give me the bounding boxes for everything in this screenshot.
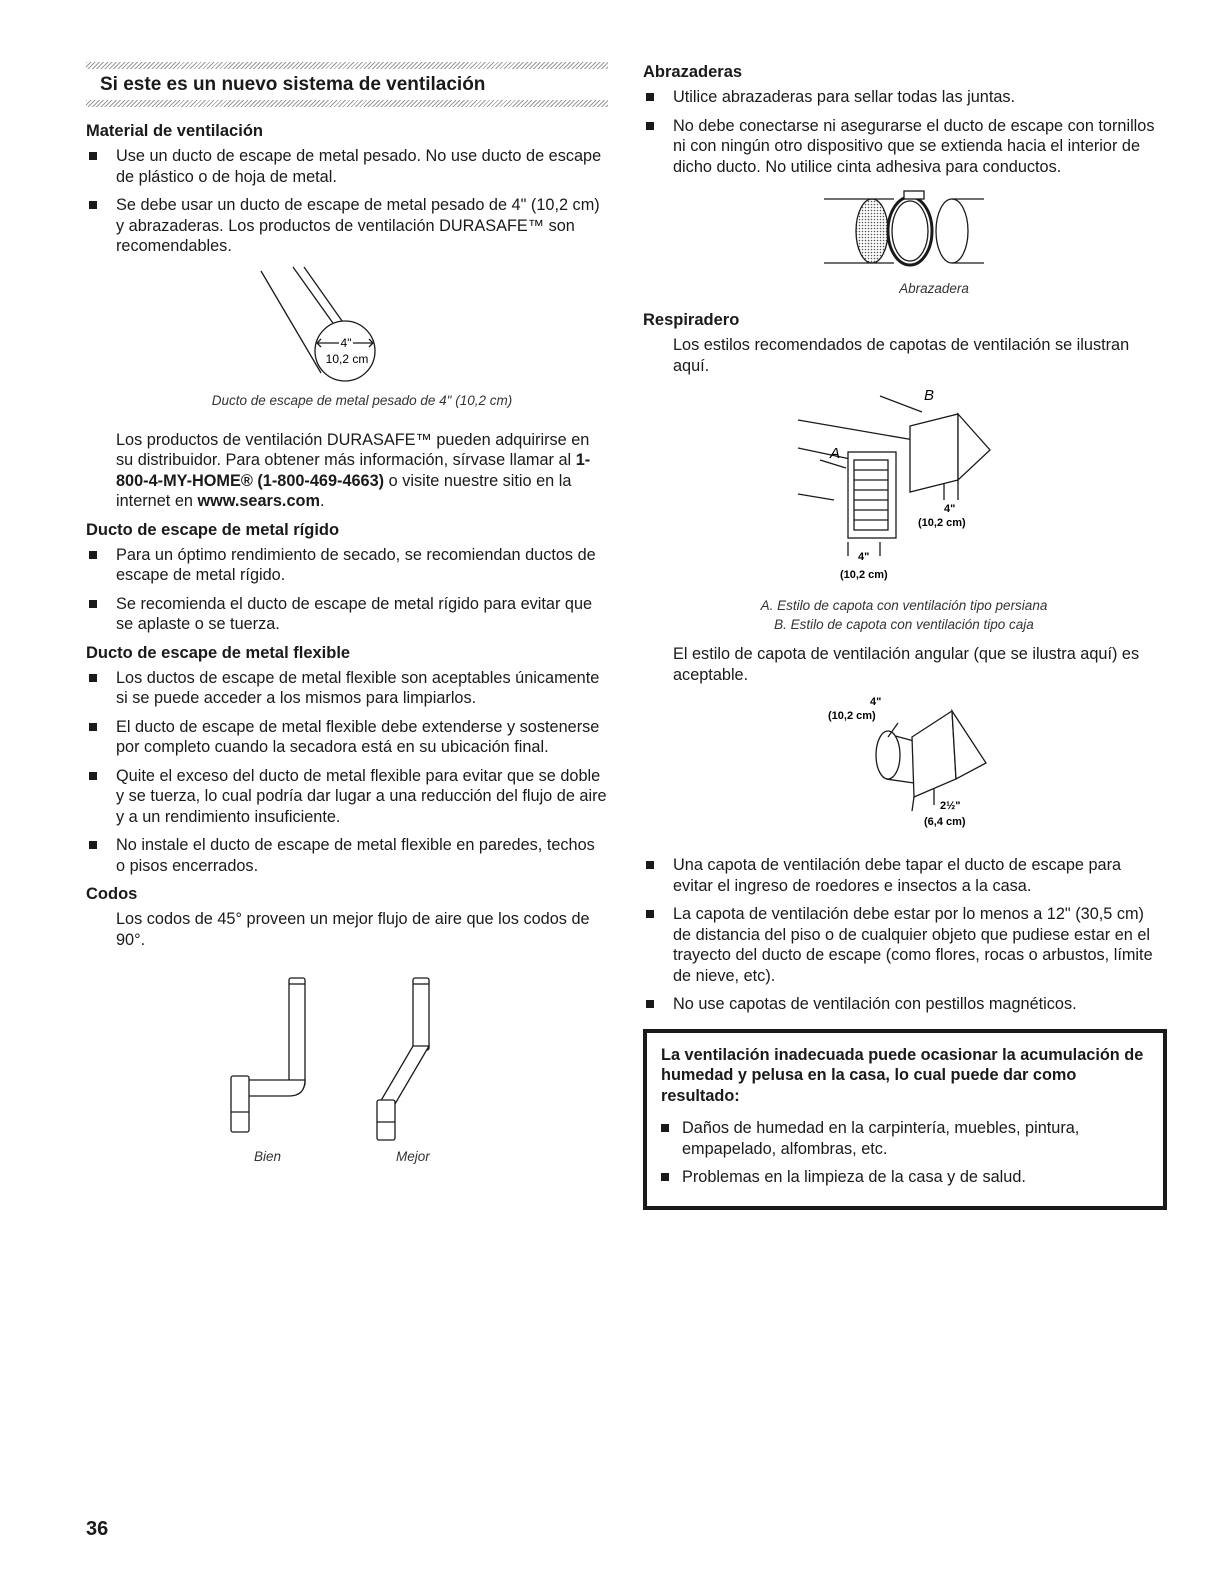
caption-a: A. Estilo de capota con ventilación tipo persiana — [760, 598, 1048, 613]
angled-dim-25: 2½" — [940, 800, 961, 812]
label-b: B — [924, 387, 935, 404]
vent-hood-list — [643, 855, 1165, 1015]
list-item: Se recomienda el ducto de escape de metal rígido para evitar que se aplaste o se tuerza. — [86, 594, 608, 635]
phone-number: 1-800-4-MY-HOME® (1-800-469-4663) — [116, 451, 591, 490]
durasafe-text-end: . — [319, 492, 325, 510]
rigid-section — [86, 520, 608, 635]
angled-hood-figure — [643, 693, 1165, 833]
list-item: Use un ducto de escape de metal pesado. No use ducto de escape de plástico o de hoja de metal. — [86, 146, 608, 187]
duct-caption: Ducto de escape de metal pesado de 4" (10,2 cm) — [211, 392, 513, 408]
duct-figure — [86, 265, 608, 410]
durasafe-paragraph — [116, 430, 608, 512]
vent-hood-text: Los estilos recomendados de capotas de ventilación se ilustran aquí. — [673, 336, 1130, 375]
dim-a-cm: (10,2 cm) — [840, 569, 888, 581]
flexible-list — [86, 668, 608, 877]
list-item: Los ductos de escape de metal flexible son aceptables únicamente si se puede acceder a los mismos para limpiarlos. — [86, 668, 608, 709]
page-number: 36 — [86, 1518, 109, 1540]
list-item: Utilice abrazaderas para sellar todas las juntas. — [643, 87, 1165, 108]
banner-hatch-bottom — [86, 100, 608, 107]
left-column — [86, 62, 608, 1167]
right-column — [643, 62, 1165, 1210]
clamp-caption: Abrazadera — [899, 281, 969, 296]
duct-diameter-label: 4" — [340, 335, 352, 350]
material-section — [86, 121, 608, 257]
banner-title: Si este es un nuevo sistema de ventilación — [100, 74, 486, 95]
material-list — [86, 146, 608, 257]
list-item: La capota de ventilación debe estar por lo menos a 12" (30,5 cm) de distancia del piso o de cualquier objeto que pudiese estar en el trayecto del ducto de escape (como flores, rocas o arbustos, límite de nieve, etc). — [643, 904, 1165, 986]
list-item: Problemas en la limpieza de la casa y de salud. — [661, 1167, 1149, 1188]
angled-dim-64: (6,4 cm) — [924, 816, 966, 828]
durasafe-text-mid: o visite nuestre sitio en la internet en — [116, 471, 572, 510]
warning-box — [643, 1029, 1167, 1210]
dim-a-4: 4" — [858, 551, 870, 563]
vent-hood-heading: Respiradero — [643, 311, 740, 329]
clamps-section — [643, 62, 1165, 177]
vent-hoods-illustration — [794, 384, 1014, 584]
flexible-section — [86, 643, 608, 877]
dim-b-4: 4" — [944, 503, 956, 515]
duct-illustration — [247, 265, 447, 385]
elbow-good-label: Bien — [254, 1149, 282, 1164]
angled-dim-cm: (10,2 cm) — [828, 710, 876, 722]
clamp-figure — [643, 185, 1165, 298]
list-item: Para un óptimo rendimiento de secado, se recomiendan ductos de escape de metal rígido. — [86, 545, 608, 586]
label-a: A — [830, 445, 841, 462]
dim-b-cm: (10,2 cm) — [918, 517, 966, 529]
durasafe-text: Los productos de ventilación DURASAFE™ pueden adquirirse en su distribuidor. Para obtener más información, sírvase llamar al — [116, 430, 590, 469]
angled-hood-text: El estilo de capota de ventilación angular (que se ilustra aquí) es aceptable. — [673, 645, 1140, 684]
elbows-section — [86, 884, 608, 950]
list-item: Se debe usar un ducto de escape de metal pesado de 4" (10,2 cm) y abrazaderas. Los productos de ventilación DURASAFE™ son recomendables. — [86, 195, 608, 257]
list-item: No instale el ducto de escape de metal flexible en paredes, techos o pisos encerrados. — [86, 835, 608, 876]
warning-title: La ventilación inadecuada puede ocasionar la acumulación de humedad y pelusa en la casa, lo cual puede dar como resultado: — [661, 1045, 1144, 1105]
warning-list — [661, 1118, 1149, 1188]
angled-dim-4: 4" — [870, 696, 882, 708]
caption-b: B. Estilo de capota con ventilación tipo caja — [774, 617, 1034, 632]
list-item: Una capota de ventilación debe tapar el ducto de escape para evitar el ingreso de roedores e insectos a la casa. — [643, 855, 1165, 896]
list-item: El ducto de escape de metal flexible debe extenderse y sostenerse por completo cuando la secadora está en su ubicación final. — [86, 717, 608, 758]
flexible-heading: Ducto de escape de metal flexible — [86, 643, 351, 662]
clamp-illustration — [804, 185, 1004, 275]
vent-hood-section — [643, 310, 1165, 376]
vent-hoods-figure — [643, 384, 1165, 634]
list-item: No debe conectarse ni asegurarse el ducto de escape con tornillos ni con ningún otro dispositivo que se extienda hacia el interior de dicho ducto. No utilice cinta adhesiva para conductos. — [643, 116, 1165, 178]
elbows-illustration — [207, 972, 487, 1147]
angled-hood-illustration — [804, 693, 1004, 833]
clamps-list — [643, 87, 1165, 177]
material-heading: Material de ventilación — [86, 122, 263, 140]
duct-cm-label: 10,2 cm — [325, 351, 369, 366]
banner-hatch-top — [86, 62, 608, 69]
clamps-heading: Abrazaderas — [643, 63, 743, 81]
elbows-heading: Codos — [86, 885, 138, 903]
list-item: Daños de humedad en la carpintería, muebles, pintura, empapelado, alfombras, etc. — [661, 1118, 1149, 1159]
rigid-list — [86, 545, 608, 635]
elbows-figure — [86, 972, 608, 1167]
section-banner — [86, 62, 608, 107]
list-item: Quite el exceso del ducto de metal flexible para evitar que se doble y se tuerza, lo cual podría dar lugar a una reducción del flujo de aire y a un rendimiento insuficiente. — [86, 766, 608, 828]
list-item: No use capotas de ventilación con pestillos magnéticos. — [643, 994, 1165, 1015]
rigid-heading: Ducto de escape de metal rígido — [86, 520, 340, 539]
elbows-text: Los codos de 45° proveen un mejor flujo de aire que los codos de 90°. — [116, 910, 590, 949]
website-link[interactable]: www.sears.com — [197, 492, 320, 510]
elbow-better-label: Mejor — [396, 1149, 430, 1164]
